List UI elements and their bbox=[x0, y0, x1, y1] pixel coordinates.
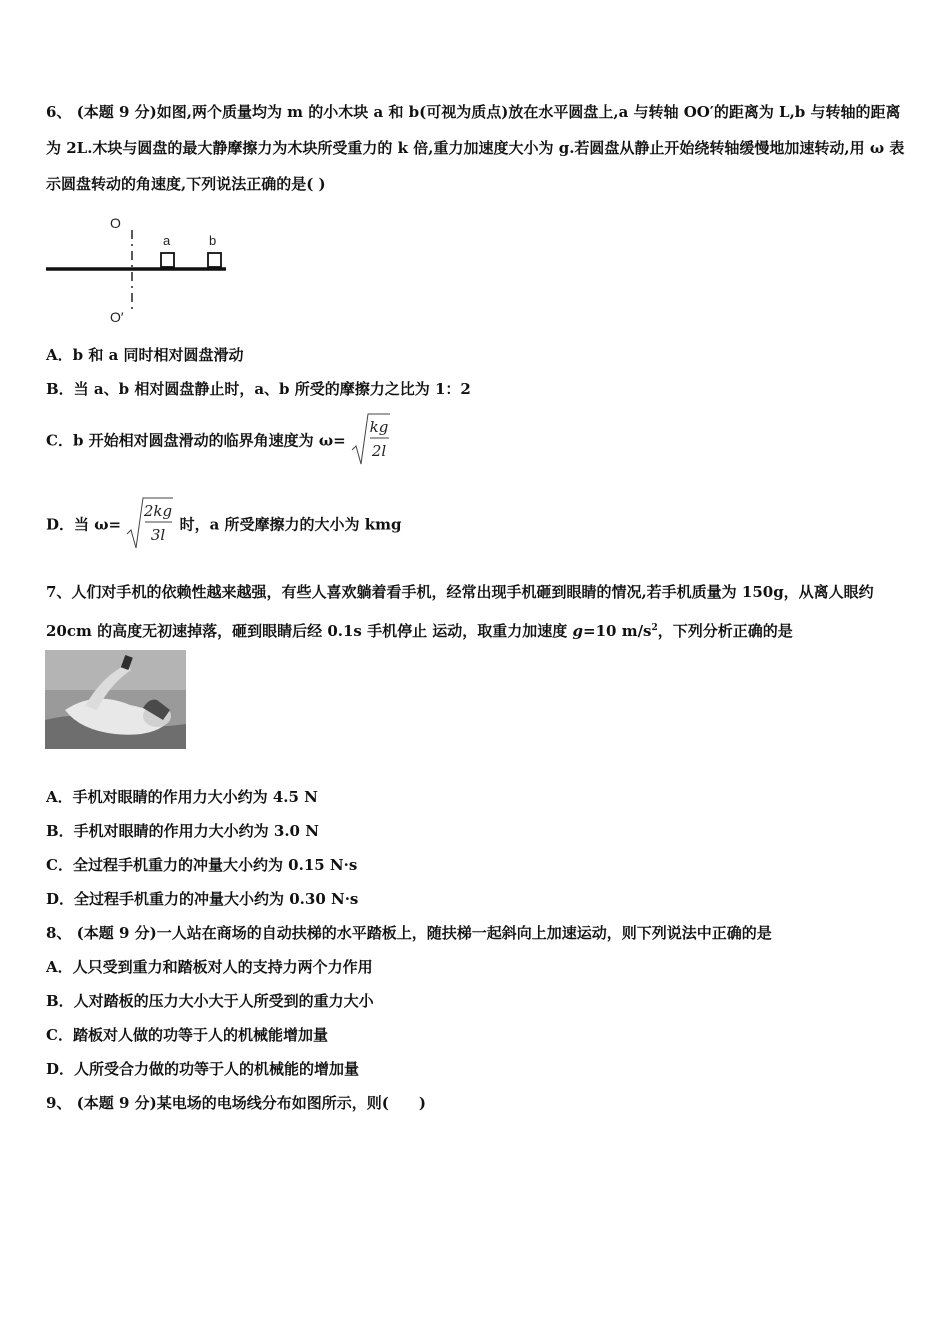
q6-option-d bbox=[46, 496, 401, 552]
q7-stem bbox=[46, 574, 906, 649]
q6-stem: 6、 (本题 9 分)如图,两个质量均为 m 的小木块 a 和 b(可视为质点)放在水平圆盘上,a 与转轴 OO′的距离为 L,b 与转轴的距离为 2L.木块与圆盘的最大静摩擦力为木块所受重力的 k 倍,重力加速度大小为 g.若圆盘从静止开始绕转轴缓慢地加速转动,用 ω 表示圆盘转动的角速度,下列说法正确的是( ) bbox=[46, 103, 905, 193]
q6-option-c-prefix: C．b 开始相对圆盘滑动的临界角速度为 ω= bbox=[46, 431, 346, 450]
q8-stem: 8、 (本题 9 分)一人站在商场的自动扶梯的水平踏板上，随扶梯一起斜向上加速运动，则下列说法中正确的是 bbox=[46, 924, 772, 942]
q6-option-d-prefix: D．当 ω= bbox=[46, 515, 122, 534]
frac-c-numerator: kg bbox=[369, 418, 389, 436]
q7-option-a: A．手机对眼睛的作用力大小约为 4.5 N bbox=[46, 788, 318, 806]
frac-d-denominator: 3l bbox=[151, 526, 166, 544]
q8-option-a: A．人只受到重力和踏板对人的支持力两个力作用 bbox=[46, 958, 373, 976]
block-b-label: b bbox=[209, 233, 217, 248]
q6-option-b: B．当 a、b 相对圆盘静止时，a、b 所受的摩擦力之比为 1：2 bbox=[46, 380, 471, 398]
axis-label-top: O bbox=[110, 215, 121, 231]
q6-option-d-suffix: 时，a 所受摩擦力的大小为 kmg bbox=[179, 515, 402, 534]
block-a-label: a bbox=[163, 233, 171, 248]
q7-g-exponent: 2 bbox=[651, 623, 658, 633]
q7-g-symbol: g bbox=[572, 622, 584, 640]
q7-g-value: =10 m/s bbox=[583, 622, 652, 640]
sqrt-2kg-over-3l bbox=[126, 496, 174, 552]
frac-d-numerator: 2kg bbox=[144, 502, 173, 520]
q7-option-d: D．全过程手机重力的冲量大小约为 0.30 N·s bbox=[46, 890, 359, 908]
frac-c-denominator: 2l bbox=[371, 442, 387, 460]
person-lying-with-phone-photo bbox=[45, 650, 186, 749]
block-a bbox=[161, 253, 174, 267]
axis-label-bottom: O′ bbox=[110, 309, 124, 325]
q8-option-b: B．人对踏板的压力大小大于人所受到的重力大小 bbox=[46, 992, 374, 1010]
q6-option-c bbox=[46, 412, 391, 468]
q9-stem: 9、 (本题 9 分)某电场的电场线分布如图所示，则( ) bbox=[46, 1094, 426, 1112]
q8-option-d: D．人所受合力做的功等于人的机械能的增加量 bbox=[46, 1060, 360, 1078]
rotating-disk-figure bbox=[44, 212, 234, 328]
sqrt-kg-over-2l bbox=[351, 412, 391, 468]
q7-option-b: B．手机对眼睛的作用力大小约为 3.0 N bbox=[46, 822, 319, 840]
q7-option-c: C．全过程手机重力的冲量大小约为 0.15 N·s bbox=[46, 856, 358, 874]
q6-option-a: A．b 和 a 同时相对圆盘滑动 bbox=[46, 346, 244, 364]
q7-stem-pre: 7、人们对手机的依赖性越来越强，有些人喜欢躺着看手机，经常出现手机砸到眼睛的情况,若手机质量为 150g，从离人眼约 20cm 的高度无初速掉落，砸到眼睛后经 0.1s 手机停止 运动，取重力加速度 bbox=[46, 583, 874, 640]
block-b bbox=[208, 253, 221, 267]
q7-stem-post: ，下列分析正确的是 bbox=[657, 622, 793, 640]
q8-option-c: C．踏板对人做的功等于人的机械能增加量 bbox=[46, 1026, 328, 1044]
